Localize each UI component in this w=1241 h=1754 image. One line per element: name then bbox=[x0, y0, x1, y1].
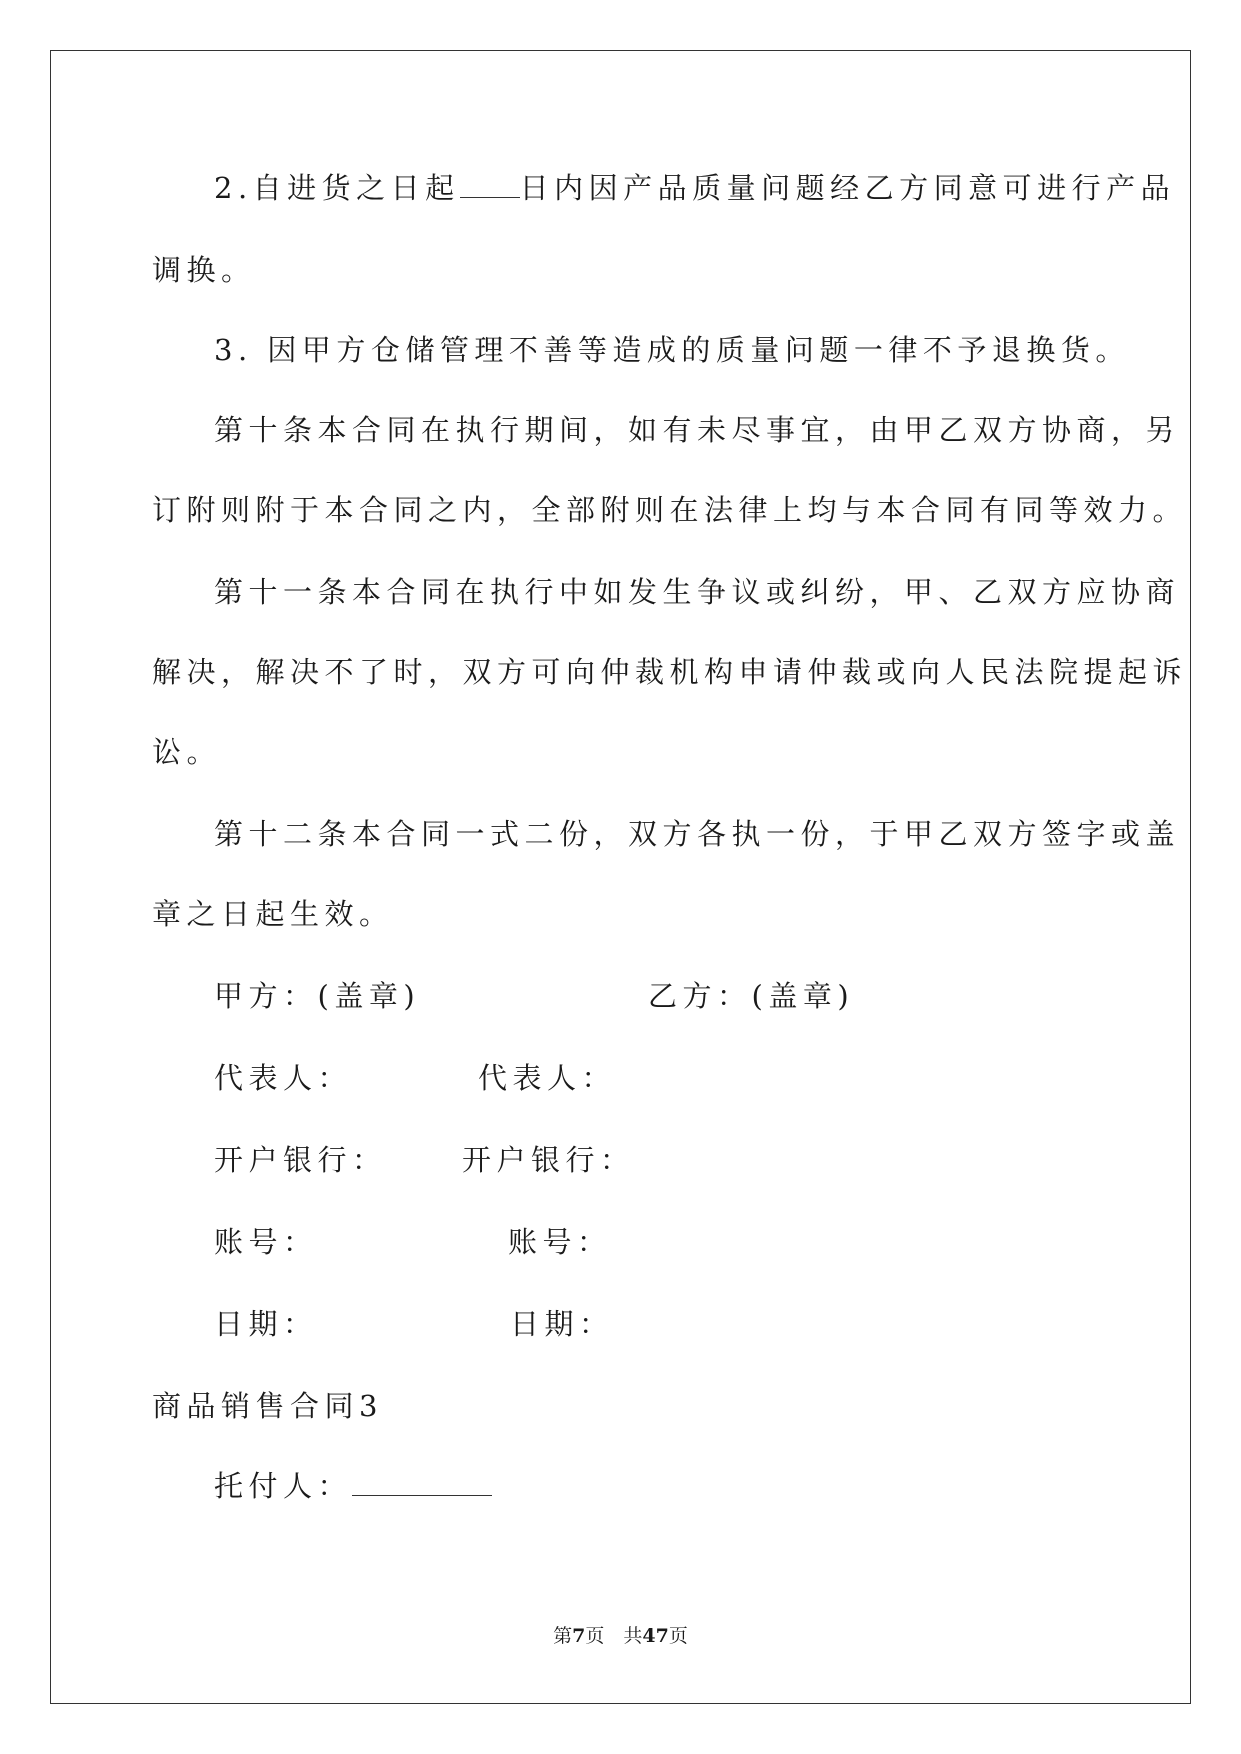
article-10-line-1: 第十条本合同在执行期间，如有未尽事宜，由甲乙双方协商，另 bbox=[214, 413, 1181, 447]
next-contract-title: 商品销售合同3 bbox=[152, 1389, 383, 1423]
party-b-account: 账号： bbox=[508, 1225, 612, 1259]
article-10-line-2: 订附则附于本合同之内，全部附则在法律上均与本合同有同等效力。 bbox=[152, 493, 1188, 527]
footer-mid: 页 共 bbox=[585, 1625, 643, 1647]
days-blank bbox=[460, 171, 520, 198]
party-b-bank: 开户银行： bbox=[462, 1143, 635, 1177]
party-b-representative: 代表人： bbox=[478, 1061, 617, 1095]
clause-2-text-b: 日内因产品质量问题经乙方同意可进行产品 bbox=[519, 171, 1176, 205]
clause-2-text-a: 2.自进货之日起 bbox=[214, 171, 460, 205]
page-frame bbox=[50, 50, 1191, 1704]
party-b-date: 日期： bbox=[510, 1307, 614, 1341]
party-b-seal: 乙方：(盖章) bbox=[648, 979, 855, 1013]
footer-suffix: 页 bbox=[668, 1625, 688, 1647]
footer-prefix: 第 bbox=[553, 1625, 573, 1647]
total-page-count: 47 bbox=[642, 1625, 669, 1647]
party-a-seal: 甲方：(盖章) bbox=[214, 979, 421, 1013]
clause-3: 3. 因甲方仓储管理不善等造成的质量问题一律不予退换货。 bbox=[214, 333, 1130, 367]
article-11-line-3: 讼。 bbox=[152, 735, 222, 769]
article-12-line-1: 第十二条本合同一式二份，双方各执一份，于甲乙双方签字或盖 bbox=[214, 817, 1181, 851]
article-11-line-2: 解决，解决不了时，双方可向仲裁机构申请仲裁或向人民法院提起诉 bbox=[152, 655, 1188, 689]
party-a-account: 账号： bbox=[214, 1225, 318, 1259]
clause-2-line-2: 调换。 bbox=[152, 253, 256, 287]
consignor-blank bbox=[352, 1469, 492, 1496]
current-page-number: 7 bbox=[572, 1625, 586, 1647]
article-11-line-1: 第十一条本合同在执行中如发生争议或纠纷，甲、乙双方应协商 bbox=[214, 575, 1181, 609]
article-12-line-2: 章之日起生效。 bbox=[152, 897, 394, 931]
page-footer bbox=[0, 1624, 1241, 1648]
consignor-label: 托付人： bbox=[214, 1469, 353, 1503]
party-a-bank: 开户银行： bbox=[214, 1143, 387, 1177]
party-a-date: 日期： bbox=[214, 1307, 318, 1341]
consignor-line bbox=[214, 1466, 492, 1506]
party-a-representative: 代表人： bbox=[214, 1061, 353, 1095]
clause-2-line-1 bbox=[214, 168, 1175, 208]
